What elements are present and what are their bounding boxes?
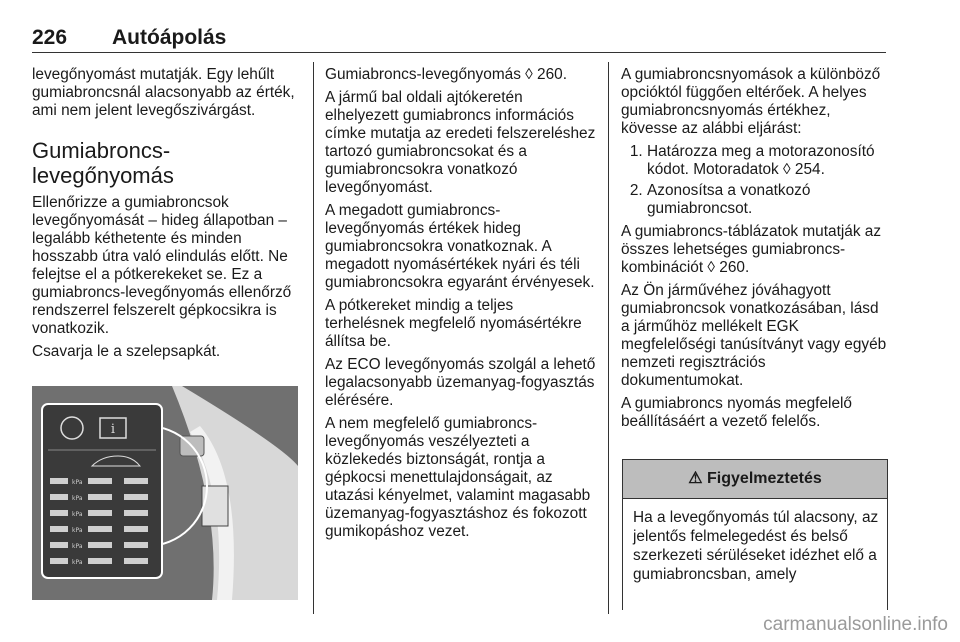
paragraph: Az Ön járművéhez jóváhagyott gumiabroncsok vonatkozásában, lásd a járműhöz mellékelt EGK megfelelőségi tanúsítványt vagy egyéb nemzeti regisztrációs dokumentumokat. xyxy=(621,282,887,389)
paragraph: A pótkereket mindig a teljes terhelésnek megfelelő nyomásértékre állítsa be. xyxy=(325,297,582,350)
list-item: 2. Azonosítsa a vonatkozó gumiabroncsot. xyxy=(647,182,889,218)
paragraph: Az ECO levegőnyomás szolgál a lehető legalacsonyabb üzemanyag-fogyasztás elérésére. xyxy=(325,356,596,409)
watermark: carmanualsonline.info xyxy=(763,614,948,635)
procedure-list xyxy=(621,143,889,218)
warning-title: Figyelmeztetés xyxy=(707,470,822,487)
warning-triangle-icon: ⚠ xyxy=(688,470,703,487)
page-header xyxy=(32,26,886,53)
section-heading: Gumiabroncs-levegőnyomás xyxy=(32,138,174,188)
column-divider xyxy=(608,62,609,614)
column-left xyxy=(32,66,304,366)
chapter-title: Autóápolás xyxy=(112,26,227,49)
page-number: 226 xyxy=(32,26,68,49)
paragraph: Ellenőrizze a gumiabroncsok levegőnyomását – hideg állapotban – legalább kéthetente és minden hosszabb útra való elindulás előtt. Ne felejtse el a pótkerekeket se. Ez a gumiabroncs-levegőnyomás ellenőrző rendszerrel felszerelt gépkocsikra is vonatkozik. xyxy=(32,194,292,337)
paragraph: A gumiabroncs-táblázatok mutatják az összes lehetséges gumiabroncs-kombinációt ◊ 260. xyxy=(621,223,882,276)
tire-label-figure xyxy=(32,386,298,600)
label-unit: kPa xyxy=(72,559,83,566)
column-right xyxy=(621,66,889,436)
paragraph: A megadott gumiabroncs-levegőnyomás értékek hideg gumiabroncsokra vonatkoznak. A megadott nyomásértékek nyári és téli gumiabroncsokra egyaránt érvényesek. xyxy=(325,202,595,291)
warning-header xyxy=(623,460,887,499)
door-frame-illustration xyxy=(32,386,298,600)
label-unit: kPa xyxy=(72,479,83,486)
label-unit: kPa xyxy=(72,495,83,502)
paragraph: A gumiabroncs nyomás megfelelő beállításáért a vezető felelős. xyxy=(621,395,852,430)
paragraph: levegőnyomást mutatják. Egy lehűlt gumiabroncsnál alacsonyabb az érték, ami nem jelent levegőszivárgást. xyxy=(32,66,295,119)
label-unit: kPa xyxy=(72,527,83,534)
paragraph: A nem megfelelő gumiabroncs-levegőnyomás veszélyezteti a közlekedés biztonságát, rontja a gépkocsi menettulajdonságait, az utazási kényelmet, valamint magasabb üzemanyag-fogyasztáshoz és fokozott gumikopáshoz vezet. xyxy=(325,415,591,540)
label-unit: kPa xyxy=(72,511,83,518)
list-item: 1. Határozza meg a motorazonosító kódot. Motoradatok ◊ 254. xyxy=(647,143,889,179)
column-divider xyxy=(313,62,314,614)
paragraph: A gumiabroncsnyomások a különböző opcióktól függően eltérőek. A helyes gumiabroncsnyomás értékhez, kövesse az alábbi eljárást: xyxy=(621,66,881,137)
paragraph: Gumiabroncs-levegőnyomás ◊ 260. xyxy=(325,66,568,83)
column-middle xyxy=(325,66,597,546)
warning-box xyxy=(622,459,888,610)
warning-text: Ha a levegőnyomás túl alacsony, az jelentős felmelegedést és belső szerkezeti sérüléseket idézhet elő a gumiabroncsban, amely xyxy=(633,509,879,583)
paragraph: A jármű bal oldali ajtókeretén elhelyezett gumiabroncs információs címke mutatja az eredeti felszereléshez tartozó gumiabroncsokat és a gumiabroncsokra vonatkozó levegőnyomást. xyxy=(325,89,596,196)
paragraph: Csavarja le a szelepsapkát. xyxy=(32,343,221,360)
svg-text:i: i xyxy=(110,422,116,437)
label-unit: kPa xyxy=(72,543,83,550)
